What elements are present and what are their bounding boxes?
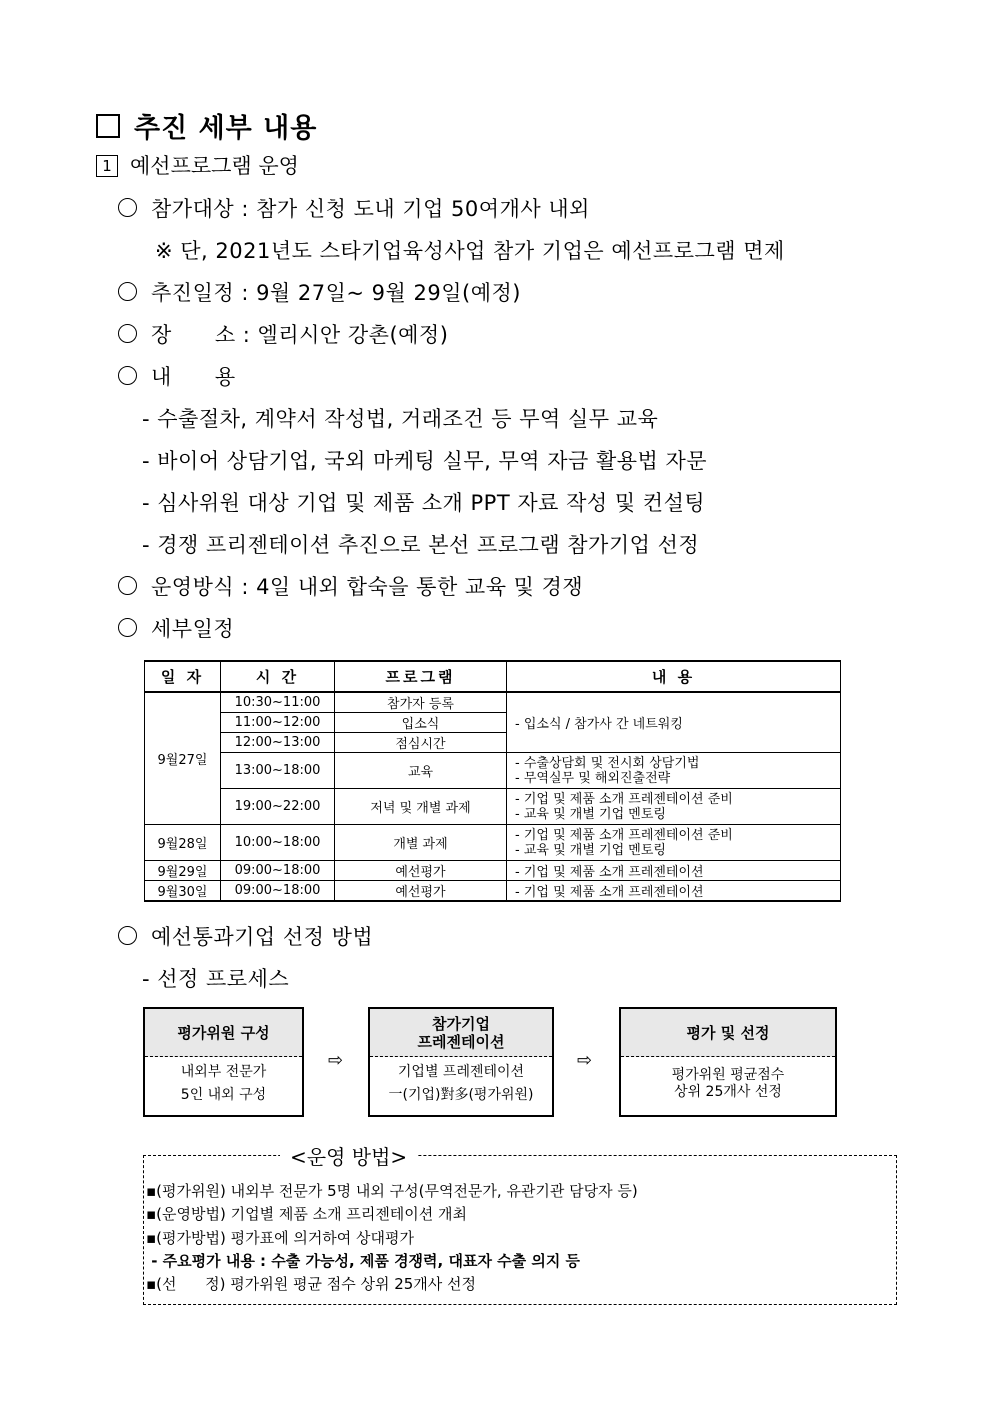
time-cell: 10:00~18:00 <box>221 825 335 861</box>
process-box-presentation <box>368 1007 554 1117</box>
table-row <box>145 825 841 861</box>
content-cell: - 기업 및 제품 소개 프레젠테이션 <box>507 881 841 902</box>
table-row <box>145 753 841 789</box>
content-item: - 바이어 상담기업, 국외 마케팅 실무, 무역 자금 활용법 자문 <box>142 449 708 473</box>
operation-line: ▪(평가방법) 평가표에 의거하여 상대평가 <box>146 1229 415 1247</box>
item-schedule <box>118 277 521 307</box>
circle-bullet-icon <box>118 282 137 301</box>
item-place <box>118 319 448 349</box>
content-line: - 기업 및 제품 소개 프레젠테이션 준비 <box>515 827 733 843</box>
program-cell: 예선평가 <box>335 881 507 902</box>
section-title <box>96 150 299 180</box>
process-box-line: 내외부 전문가 <box>180 1064 267 1080</box>
content-line: - 교육 및 개별 기업 멘토링 <box>515 806 666 822</box>
item-selection-text: 예선통과기업 선정 방법 <box>151 925 374 949</box>
process-box-committee <box>143 1007 304 1117</box>
content-item: - 경쟁 프리젠테이션 추진으로 본선 프로그램 참가기업 선정 <box>142 533 700 557</box>
circle-bullet-icon <box>118 324 137 343</box>
time-cell: 19:00~22:00 <box>221 789 335 825</box>
content-cell <box>507 789 841 825</box>
section-number: 1 <box>96 155 118 177</box>
content-line: - 교육 및 개별 기업 멘토링 <box>515 842 666 858</box>
process-box-line: 상위 25개사 선정 <box>674 1084 782 1100</box>
date-cell: 9월29일 <box>145 861 221 881</box>
selection-process: - 선정 프로세스 <box>142 967 290 991</box>
col-header: 시 간 <box>221 661 335 692</box>
process-box-title: 평가위원 구성 <box>145 1009 302 1057</box>
content-cell <box>507 825 841 861</box>
time-cell: 09:00~18:00 <box>221 861 335 881</box>
circle-bullet-icon <box>118 198 137 217</box>
circle-bullet-icon <box>118 576 137 595</box>
program-cell: 개별 과제 <box>335 825 507 861</box>
item-detail <box>118 613 234 643</box>
square-bullet-icon <box>96 114 120 138</box>
table-row <box>145 692 841 713</box>
right-arrow-icon: ⇨ <box>577 1050 593 1071</box>
operation-title: <운영 방법> <box>280 1141 417 1170</box>
content-cell: - 기업 및 제품 소개 프레젠테이션 <box>507 861 841 881</box>
circle-bullet-icon <box>118 926 137 945</box>
operation-line: ▪(운영방법) 기업별 제품 소개 프리젠테이션 개최 <box>146 1205 468 1223</box>
content-item: - 심사위원 대상 기업 및 제품 소개 PPT 자료 작성 및 컨설팅 <box>142 491 706 515</box>
circle-bullet-icon <box>118 366 137 385</box>
item-target-note: ※ 단, 2021년도 스타기업육성사업 참가 기업은 예선프로그램 면제 <box>155 239 785 263</box>
operation-line-bold: - 주요평가 내용 : 수출 가능성, 제품 경쟁력, 대표자 수출 의지 등 <box>146 1252 581 1270</box>
program-cell: 입소식 <box>335 713 507 733</box>
item-place-text: 장 소 : 엘리시안 강촌(예정) <box>151 323 449 347</box>
page-title <box>96 106 317 145</box>
table-row <box>145 789 841 825</box>
program-cell: 점심시간 <box>335 733 507 753</box>
page-title-text: 추진 세부 내용 <box>134 113 318 144</box>
date-cell: 9월30일 <box>145 881 221 902</box>
time-cell: 10:30~11:00 <box>221 692 335 713</box>
table-header-row <box>145 661 841 692</box>
time-cell: 12:00~13:00 <box>221 733 335 753</box>
col-header: 일 자 <box>145 661 221 692</box>
date-cell: 9월28일 <box>145 825 221 861</box>
col-header: 내 용 <box>507 661 841 692</box>
item-method <box>118 571 583 601</box>
col-header: 프로그램 <box>335 661 507 692</box>
time-cell: 13:00~18:00 <box>221 753 335 789</box>
process-box-body <box>621 1057 835 1111</box>
process-box-title-line: 참가기업 <box>432 1014 490 1033</box>
process-box-title <box>370 1009 552 1057</box>
item-schedule-text: 추진일정 : 9월 27일~ 9월 29일(예정) <box>151 281 521 305</box>
content-line: - 수출상담회 및 전시회 상담기법 <box>515 755 700 771</box>
process-box-line: 기업별 프레젠테이션 <box>397 1064 525 1080</box>
item-content-text: 내 용 <box>151 365 236 389</box>
process-box-title-line: 프레젠테이션 <box>417 1032 505 1051</box>
time-cell: 11:00~12:00 <box>221 713 335 733</box>
table-row <box>145 881 841 902</box>
circle-bullet-icon <box>118 618 137 637</box>
item-detail-text: 세부일정 <box>151 617 235 641</box>
process-box-body <box>370 1057 552 1111</box>
process-box-title: 평가 및 선정 <box>621 1009 835 1057</box>
item-selection <box>118 921 373 951</box>
item-content <box>118 361 236 391</box>
content-cell <box>507 753 841 789</box>
program-cell: 예선평가 <box>335 861 507 881</box>
process-box-body <box>145 1057 302 1111</box>
item-target-text: 참가대상 : 참가 신청 도내 기업 50여개사 내외 <box>151 197 590 221</box>
operation-line: ▪(평가위원) 내외부 전문가 5명 내외 구성(무역전문가, 유관기관 담당자 등) <box>146 1182 638 1200</box>
table-row <box>145 861 841 881</box>
process-box-line: 5인 내외 구성 <box>180 1087 267 1103</box>
content-line: - 무역실무 및 해외진출전략 <box>515 770 671 786</box>
content-item: - 수출절차, 계약서 작성법, 거래조건 등 무역 실무 교육 <box>142 407 659 431</box>
process-box-evaluation <box>619 1007 837 1117</box>
program-cell: 교육 <box>335 753 507 789</box>
right-arrow-icon: ⇨ <box>328 1050 344 1071</box>
date-cell: 9월27일 <box>145 692 221 825</box>
program-cell: 저녁 및 개별 과제 <box>335 789 507 825</box>
section-title-text: 예선프로그램 운영 <box>130 154 299 178</box>
content-cell: - 입소식 / 참가사 간 네트워킹 <box>507 692 841 753</box>
time-cell: 09:00~18:00 <box>221 881 335 902</box>
operation-line: ▪(선 정) 평가위원 평균 점수 상위 25개사 선정 <box>146 1275 477 1293</box>
program-cell: 참가자 등록 <box>335 692 507 713</box>
process-box-line: 一(기업)對多(평가위원) <box>388 1087 534 1103</box>
process-box-line: 평가위원 평균점수 <box>671 1067 785 1083</box>
item-target <box>118 193 590 223</box>
content-line: - 기업 및 제품 소개 프레젠테이션 준비 <box>515 791 733 807</box>
schedule-table <box>144 660 841 902</box>
item-method-text: 운영방식 : 4일 내외 합숙을 통한 교육 및 경쟁 <box>151 575 584 599</box>
